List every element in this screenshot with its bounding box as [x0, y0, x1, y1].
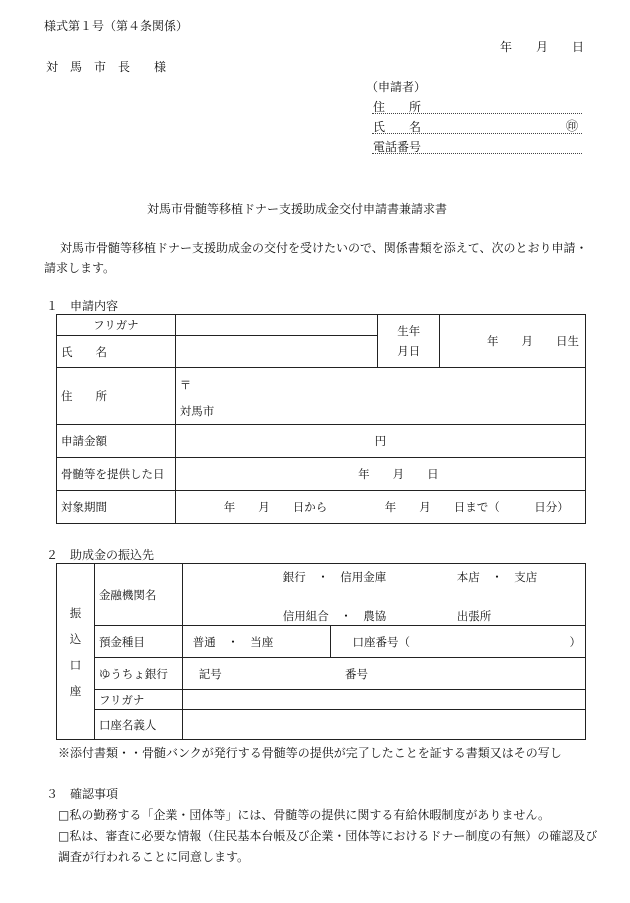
deposit-type-label: 預金種目	[94, 626, 182, 658]
account-holder-input[interactable]	[182, 710, 585, 740]
confirm-checkbox-2[interactable]: □私は、審査に必要な情報（住民基本台帳及び企業・団体等におけるドナー制度の有無）の確認及び	[58, 829, 598, 843]
applicant-address-label: 住 所	[373, 100, 422, 114]
section3-heading: ３ 確認事項	[46, 787, 119, 801]
bank-name-label: 金融機関名	[94, 564, 182, 626]
city-text: 対馬市	[179, 404, 215, 418]
amount-label: 申請金額	[57, 425, 176, 458]
addressee: 対 馬 市 長 様	[46, 60, 167, 74]
document-title: 対馬市骨髄等移植ドナー支援助成金交付申請書兼請求書	[147, 202, 448, 216]
attachment-note: ※添付書類・・骨髄バンクが発行する骨髄等の提供が完了したことを証する書類又はその写し	[58, 746, 562, 760]
period-input[interactable]: 年 月 日から 年 月 日まで（ 日分）	[175, 491, 585, 524]
postal-mark: 〒	[179, 378, 192, 392]
holder-furigana-label: フリガナ	[94, 690, 182, 710]
section1-heading: １ 申請内容	[46, 299, 119, 313]
intro-text-2: 請求します。	[44, 261, 116, 275]
furigana-input[interactable]	[175, 315, 378, 336]
name-input[interactable]	[175, 336, 378, 368]
yucho-number-label: 番号	[345, 666, 369, 681]
address-input[interactable]	[175, 368, 585, 425]
birthdate-input[interactable]: 年 月 日生	[440, 315, 586, 368]
date-field: 年 月 日	[500, 40, 585, 54]
form-number: 様式第１号（第４条関係）	[44, 19, 189, 33]
applicant-name-line[interactable]	[372, 133, 582, 134]
transfer-account-side-label: 振 込 口 座	[57, 564, 95, 740]
yucho-input[interactable]	[182, 658, 585, 690]
address-label: 住 所	[57, 368, 176, 425]
branch-type-options[interactable]: 本店 ・ 支店	[456, 570, 538, 584]
bank-table	[56, 563, 586, 740]
yucho-symbol-label: 記号	[198, 666, 222, 681]
applicant-phone-line[interactable]	[372, 153, 582, 154]
amount-input[interactable]: 円	[175, 425, 585, 458]
account-number-input[interactable]: 口座番号（ ）	[330, 626, 585, 658]
confirm-checkbox-2-cont: 調査が行われることに同意します。	[58, 850, 250, 864]
bank-name-input[interactable]	[182, 564, 585, 626]
holder-furigana-input[interactable]	[182, 690, 585, 710]
applicant-phone-label: 電話番号	[373, 140, 422, 154]
account-holder-label: 口座名義人	[94, 710, 182, 740]
period-label: 対象期間	[57, 491, 176, 524]
provided-date-input[interactable]: 年 月 日	[175, 458, 585, 491]
confirm-checkbox-1[interactable]: □私の勤務する「企業・団体等」には、骨髄等の提供に関する有給休暇制度がありません。	[58, 808, 551, 822]
applicant-heading: （申請者）	[366, 80, 427, 94]
furigana-label: フリガナ	[57, 315, 176, 336]
application-table	[56, 314, 586, 524]
birthdate-label: 生年 月日	[378, 315, 440, 368]
provided-date-label: 骨髄等を提供した日	[57, 458, 176, 491]
yucho-label: ゆうちょ銀行	[94, 658, 182, 690]
deposit-type-options[interactable]: 普通 ・ 当座	[182, 626, 330, 658]
applicant-address-line[interactable]	[372, 113, 582, 114]
bank-type-options[interactable]: 銀行 ・ 信用金庫	[282, 570, 387, 584]
section2-heading: ２ 助成金の振込先	[46, 548, 155, 562]
applicant-name-label: 氏 名	[373, 120, 422, 134]
seal-mark: ㊞	[566, 119, 579, 133]
bank-type-options-2[interactable]: 信用組合 ・ 農協	[282, 609, 387, 623]
name-label: 氏 名	[57, 336, 176, 368]
intro-text-1: 対馬市骨髄等移植ドナー支援助成金の交付を受けたいので、関係書類を添えて、次のとおり申請・	[60, 241, 588, 255]
branch-office-option[interactable]: 出張所	[456, 609, 492, 623]
